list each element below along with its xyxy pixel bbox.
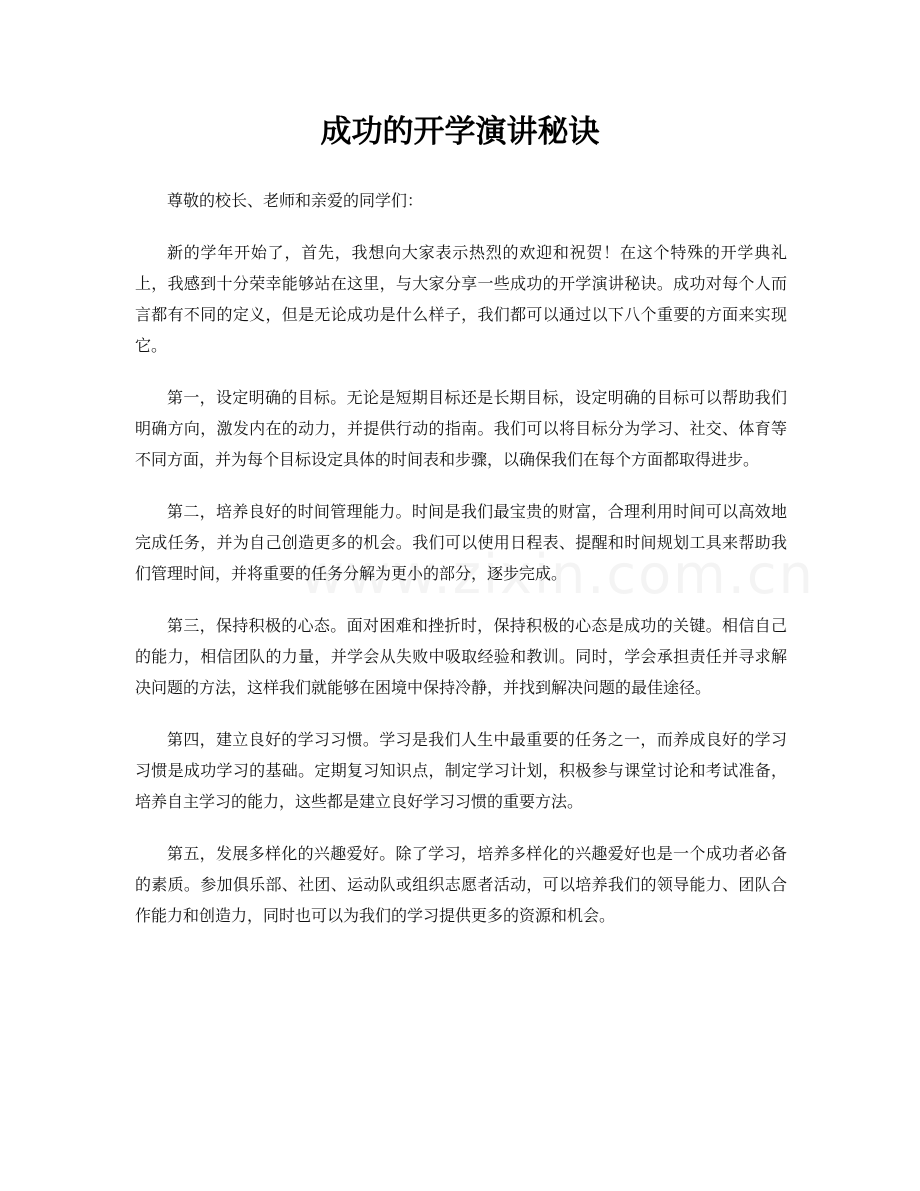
document-title: 成功的开学演讲秘诀: [320, 114, 600, 150]
paragraph-point-1: 第一，设定明确的目标。无论是短期目标还是长期目标，设定明确的目标可以帮助我们明确方向，激发内在的动力，并提供行动的指南。我们可以将目标分为学习、社交、体育等不同方面，并为每个目标设定具体的时间表和步骤，以确保我们在每个方面都取得进步。: [135, 388, 787, 469]
paragraph-point-3: 第三，保持积极的心态。面对困难和挫折时，保持积极的心态是成功的关键。相信自己的能力，相信团队的力量，并学会从失败中吸取经验和教训。同时，学会承担责任并寻求解决问题的方法，这样我们就能够在困境中保持冷静，并找到解决问题的最佳途径。: [135, 616, 787, 697]
paragraph-point-4: 第四，建立良好的学习习惯。学习是我们人生中最重要的任务之一，而养成良好的学习习惯是成功学习的基础。定期复习知识点，制定学习计划，积极参与课堂讨论和考试准备，培养自主学习的能力，这些都是建立良好学习习惯的重要方法。: [135, 730, 787, 811]
paragraph-salutation: 尊敬的校长、老师和亲爱的同学们：: [167, 191, 424, 210]
paragraph-point-2: 第二，培养良好的时间管理能力。时间是我们最宝贵的财富，合理利用时间可以高效地完成任务，并为自己创造更多的机会。我们可以使用日程表、提醒和时间规划工具来帮助我们管理时间，并将重要的任务分解为更小的部分，逐步完成。: [135, 502, 787, 583]
paragraph-intro: 新的学年开始了，首先，我想向大家表示热烈的欢迎和祝贺！在这个特殊的开学典礼上，我感到十分荣幸能够站在这里，与大家分享一些成功的开学演讲秘诀。成功对每个人而言都有不同的定义，但是无论成功是什么样子，我们都可以通过以下八个重要的方面来实现它。: [135, 243, 787, 355]
document-body: [135, 185, 787, 952]
paragraph-point-5: 第五，发展多样化的兴趣爱好。除了学习，培养多样化的兴趣爱好也是一个成功者必备的素质。参加俱乐部、社团、运动队或组织志愿者活动，可以培养我们的领导能力、团队合作能力和创造力，同时也可以为我们的学习提供更多的资源和机会。: [135, 844, 787, 925]
